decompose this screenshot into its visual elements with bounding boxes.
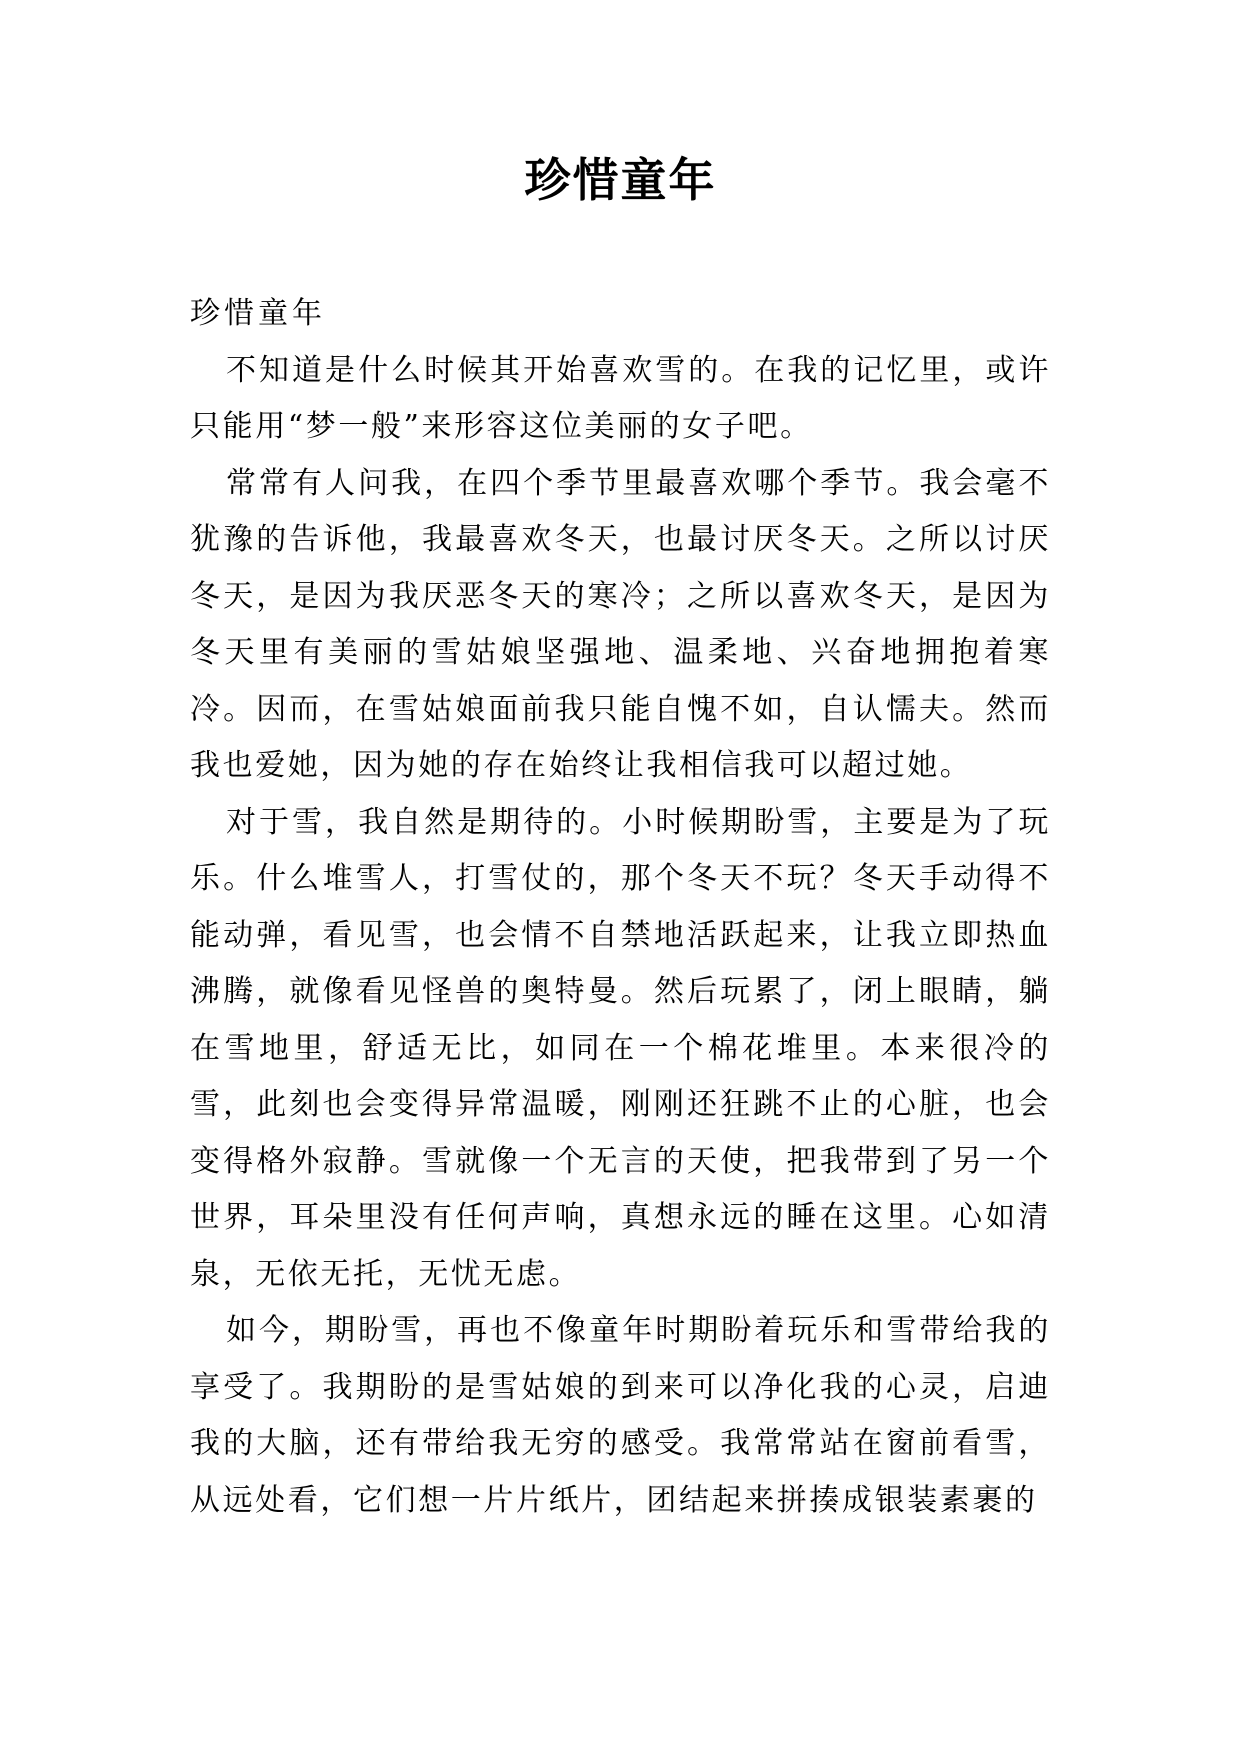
- document-title: 珍惜童年: [524, 153, 717, 207]
- paragraph-2: 常常有人问我，在四个季节里最喜欢哪个季节。我会毫不犹豫的告诉他，我最喜欢冬天，也最讨厌冬天。之所以讨厌冬天，是因为我厌恶冬天的寒冷；之所以喜欢冬天，是因为冬天里有美丽的雪姑娘坚强地、温柔地、兴奋地拥抱着寒冷。因而，在雪姑娘面前我只能自愧不如，自认懦夫。然而我也爱她，因为她的存在始终让我相信我可以超过她。: [190, 465, 1051, 783]
- paragraph-3: 对于雪，我自然是期待的。小时候期盼雪，主要是为了玩乐。什么堆雪人，打雪仗的，那个冬天不玩？冬天手动得不能动弹，看见雪，也会情不自禁地活跃起来，让我立即热血沸腾，就像看见怪兽的奥特曼。然后玩累了，闭上眼睛，躺在雪地里，舒适无比，如同在一个棉花堆里。本来很冷的雪，此刻也会变得异常温暖，刚刚还狂跳不止的心脏，也会变得格外寂静。雪就像一个无言的天使，把我带到了另一个世界，耳朵里没有任何声响，真想永远的睡在这里。心如清泉，无依无托，无忧无虑。: [190, 804, 1051, 1292]
- document-body: [190, 286, 1051, 1529]
- section-heading: 珍惜童年: [190, 296, 326, 331]
- paragraph-4: 如今，期盼雪，再也不像童年时期盼着玩乐和雪带给我的享受了。我期盼的是雪姑娘的到来可以净化我的心灵，启迪我的大脑，还有带给我无穷的感受。我常常站在窗前看雪，从远处看，它们想一片片纸片，团结起来拼揍成银装素裹的: [190, 1313, 1051, 1518]
- paragraph-1: 不知道是什么时候其开始喜欢雪的。在我的记忆里，或许只能用“梦一般”来形容这位美丽的女子吧。: [190, 352, 1051, 444]
